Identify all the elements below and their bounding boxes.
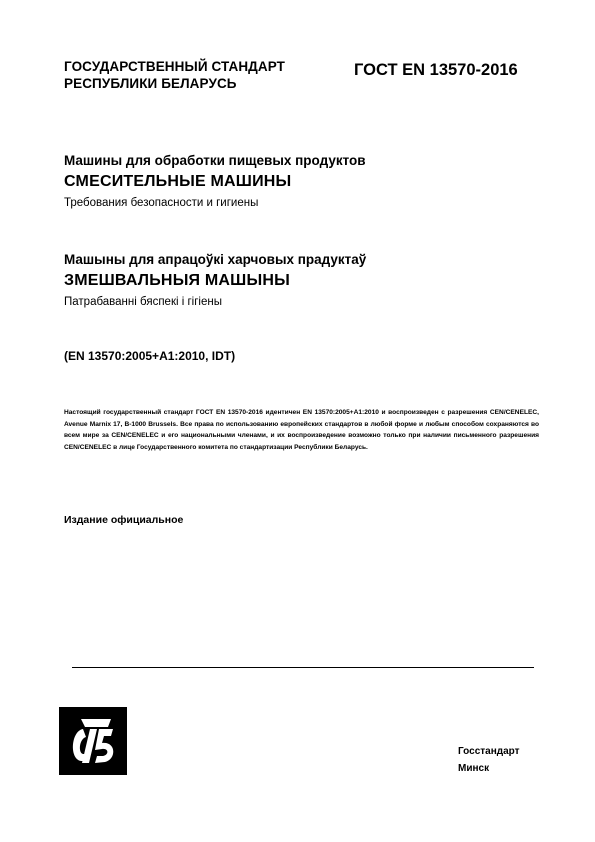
title-russian — [64, 153, 544, 211]
publisher-name: Госстандарт — [458, 746, 520, 757]
publisher — [458, 743, 520, 777]
title-ru-subject: Машины для обработки пищевых продуктов — [64, 153, 366, 168]
edition-label: Издание официальное — [64, 514, 184, 526]
header-org-line2: РЕСПУБЛИКИ БЕЛАРУСЬ — [64, 76, 237, 91]
title-by-main: ЗМЕШВАЛЬНЫЯ МАШЫНЫ — [64, 272, 290, 289]
divider — [72, 667, 534, 668]
title-by-aspect: Патрабаванні бяспекі і гігіены — [64, 296, 222, 308]
title-ru-aspect: Требования безопасности и гигиены — [64, 197, 259, 209]
gosstandart-logo-icon — [59, 707, 127, 775]
standard-designation: ГОСТ EN 13570-2016 — [354, 61, 518, 79]
header-organization — [64, 58, 285, 92]
publisher-city: Минск — [458, 763, 490, 774]
identity-reference: (EN 13570:2005+A1:2010, IDT) — [64, 349, 236, 363]
copyright-notice: Настоящий государственный стандарт ГОСТ EN 13570-2016 идентичен EN 13570:2005+A1:2010 и воспроизведен с разрешения CEN/CENELEC, Avenue Marnix 17, B-1000 Brussels. Все права по использованию европейских стандартов в любой форме и любым способом сохраняются во всем мире за CEN/CENELEC и его национальными членами, и их воспроизведение возможно только при наличии письменного разрешения CEN/CENELEC в лице Государственного комитета по стандартизации Республики Беларусь. — [64, 409, 539, 451]
title-belarusian — [64, 252, 544, 310]
header-org-line1: ГОСУДАРСТВЕННЫЙ СТАНДАРТ — [64, 59, 286, 74]
title-ru-main: СМЕСИТЕЛЬНЫЕ МАШИНЫ — [64, 173, 292, 190]
title-by-subject: Машыны для апрацоўкі харчовых прадуктаў — [64, 252, 367, 267]
